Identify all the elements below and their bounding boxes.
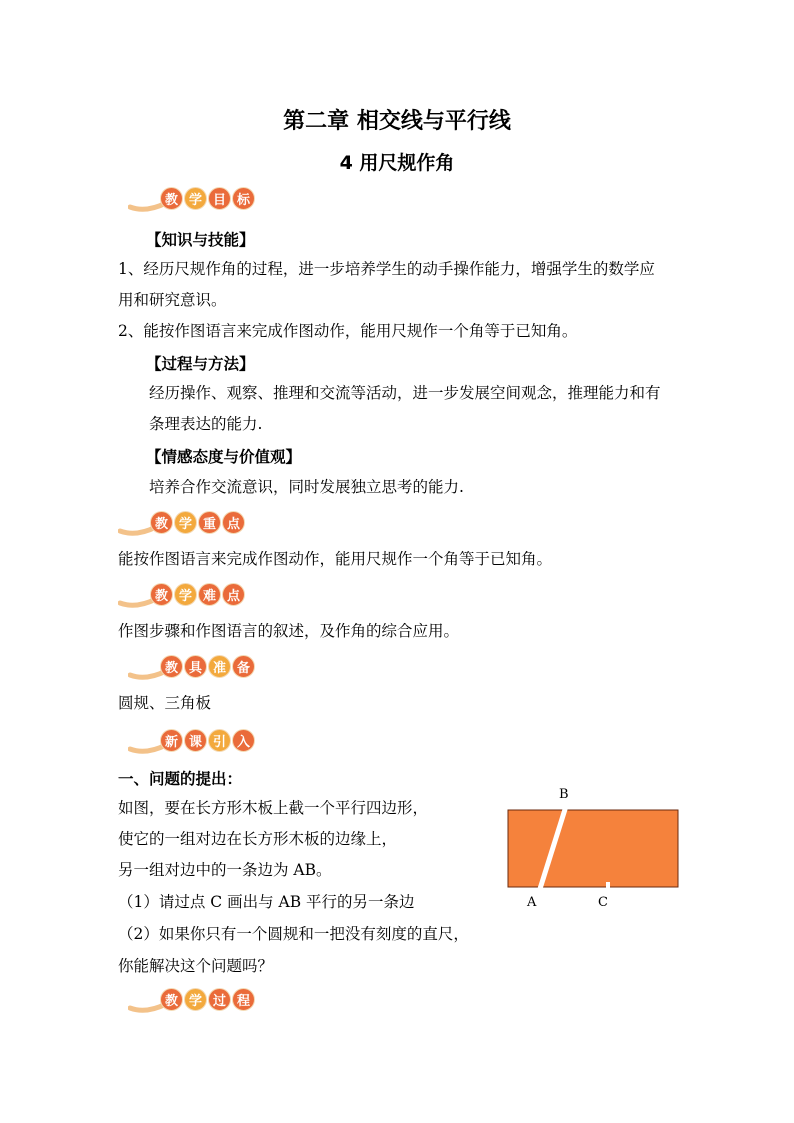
lesson-title: 4 用尺规作角 bbox=[339, 152, 455, 174]
badge-char: 学 bbox=[184, 187, 207, 210]
badge-char: 目 bbox=[208, 187, 231, 210]
badge-char: 备 bbox=[232, 655, 255, 678]
intro-question3: 你能解决这个问题吗？ bbox=[118, 957, 274, 975]
chapter-title: 第二章 相交线与平行线 bbox=[283, 109, 511, 134]
emotion-heading: 【情感态度与价值观】 bbox=[146, 448, 302, 466]
section-badge-objectives bbox=[128, 187, 268, 213]
intro-line1: 如图，要在长方形木板上截一个平行四边形， bbox=[118, 799, 429, 817]
intro-question2: （2）如果你只有一个圆规和一把没有刻度的直尺， bbox=[118, 925, 469, 943]
badge-char: 课 bbox=[184, 729, 207, 752]
badge-char: 准 bbox=[208, 655, 231, 678]
badge-char: 学 bbox=[174, 511, 197, 534]
badge-char: 过 bbox=[208, 988, 231, 1011]
rectangle-board-figure bbox=[498, 784, 698, 914]
intro-line3: 另一组对边中的一条边为 AB。 bbox=[118, 861, 332, 879]
badge-char: 教 bbox=[160, 988, 183, 1011]
badge-char: 标 bbox=[232, 187, 255, 210]
difficulties-text: 作图步骤和作图语言的叙述，及作角的综合应用。 bbox=[118, 622, 460, 640]
emotion-line1: 培养合作交流意识，同时发展独立思考的能力. bbox=[149, 478, 464, 496]
badge-char: 入 bbox=[232, 729, 255, 752]
intro-heading: 一、问题的提出： bbox=[118, 770, 243, 788]
intro-line2: 使它的一组对边在长方形木板的边缘上， bbox=[118, 830, 398, 848]
label-b: B bbox=[559, 787, 569, 802]
section-badge-key-points bbox=[118, 511, 258, 537]
objective-item1-line1: 1、经历尺规作角的过程，进一步培养学生的动手操作能力，增强学生的数学应 bbox=[118, 260, 655, 278]
knowledge-heading: 【知识与技能】 bbox=[146, 231, 255, 249]
badge-char: 教 bbox=[150, 511, 173, 534]
badge-char: 教 bbox=[160, 655, 183, 678]
badge-char: 新 bbox=[160, 729, 183, 752]
badge-char: 引 bbox=[208, 729, 231, 752]
key-points-text: 能按作图语言来完成作图动作，能用尺规作一个角等于已知角。 bbox=[118, 550, 553, 568]
objective-item1-line2: 用和研究意识。 bbox=[118, 291, 227, 309]
board-rectangle bbox=[508, 810, 678, 887]
badge-char: 教 bbox=[160, 187, 183, 210]
section-badge-difficulties bbox=[118, 583, 258, 609]
badge-char: 程 bbox=[232, 988, 255, 1011]
badge-char: 点 bbox=[222, 583, 245, 606]
badge-char: 学 bbox=[184, 988, 207, 1011]
label-a: A bbox=[527, 895, 537, 910]
objective-item2: 2、能按作图语言来完成作图动作，能用尺规作一个角等于已知角。 bbox=[118, 322, 578, 340]
badge-char: 点 bbox=[222, 511, 245, 534]
intro-question1: （1）请过点 C 画出与 AB 平行的另一条边 bbox=[118, 893, 415, 911]
process-method-line1: 经历操作、观察、推理和交流等活动，进一步发展空间观念，推理能力和有 bbox=[149, 384, 661, 402]
label-c: C bbox=[598, 895, 608, 910]
badge-char: 具 bbox=[184, 655, 207, 678]
section-badge-tools bbox=[128, 655, 268, 681]
badge-char: 教 bbox=[150, 583, 173, 606]
section-badge-intro bbox=[128, 729, 268, 755]
badge-char: 难 bbox=[198, 583, 221, 606]
process-method-heading: 【过程与方法】 bbox=[146, 355, 255, 373]
tools-text: 圆规、三角板 bbox=[118, 694, 212, 712]
section-badge-process bbox=[128, 988, 268, 1014]
badge-char: 重 bbox=[198, 511, 221, 534]
badge-char: 学 bbox=[174, 583, 197, 606]
process-method-line2: 条理表达的能力. bbox=[149, 415, 263, 433]
